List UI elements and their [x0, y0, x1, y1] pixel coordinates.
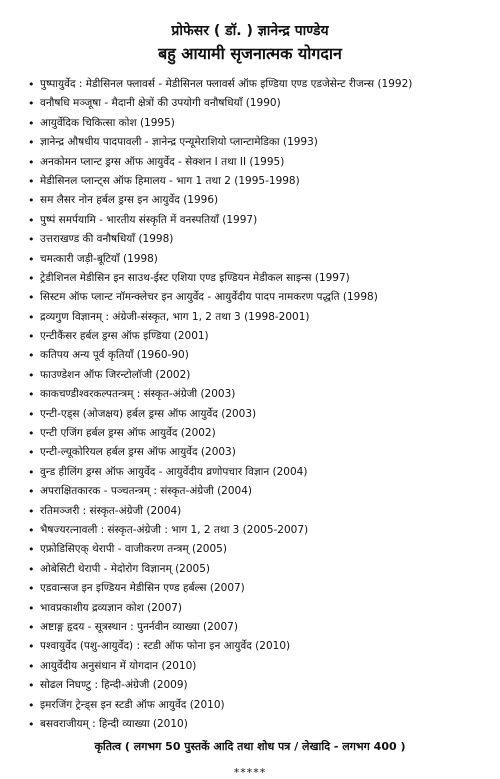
work-item: • अपराक्षितकारक - पञ्चतन्त्रम् : संस्कृत-अंग्रेजी (2004): [28, 482, 500, 501]
work-item: • ज्ञानेन्द्र औषधीय पादपावली - ज्ञानेन्द्र एन्यूमेराशियो प्लान्टामेडिका (1993): [28, 133, 500, 152]
work-item: • अष्टाङ्ग हृदय - सूत्रस्थान : पुनर्नवीन व्याख्या (2007): [28, 618, 500, 637]
work-item: • ओबेसिटी थेरापी - मेदोरोग विज्ञानम् (2005): [28, 560, 500, 579]
work-item: • वनौषधि मञ्जूषा - मैदानी क्षेत्रों की उपयोगी वनौषधियाँ (1990): [28, 94, 500, 113]
work-item: • कतिपय अन्य पूर्व कृतियाँ (1960-90): [28, 346, 500, 365]
page-title: बहु आयामी सृजनात्मक योगदान: [158, 44, 342, 63]
work-item: • एफ्रोडिसिएक् थेरापी - वाजीकरण तन्त्रम् (2005): [28, 540, 500, 559]
work-item: • चमत्कारी जड़ी-बूटियाँ (1998): [28, 250, 500, 269]
work-item: • पुष्पं समर्पयामि - भारतीय संस्कृति में वनस्पतियाँ (1997): [28, 211, 500, 230]
end-stars: *****: [233, 766, 267, 779]
work-item: • मेडीसिनल प्लान्ट्स ऑफ हिमालय - भाग 1 तथा 2 (1995-1998): [28, 172, 500, 191]
work-item: • उत्तराखण्ड की वनौषधियाँ (1998): [28, 230, 500, 249]
work-item: • इमरजिंग ट्रेन्ड्स इन स्टडी ऑफ आयुर्वेद (2010): [28, 696, 500, 715]
work-item: • आयुर्वेदिक चिकित्सा कोश (1995): [28, 114, 500, 133]
work-item: • काकचण्डीश्वरकल्पतन्त्रम् : संस्कृत-अंग्रेजी (2003): [28, 385, 500, 404]
work-item: • अनकोमन प्लान्ट ड्रग्स ऑफ आयुर्वेद - सेक्शन I तथा II (1995): [28, 153, 500, 172]
work-item: • एन्टी-एड्स (ओजक्षय) हर्बल ड्रग्स ऑफ आयुर्वेद (2003): [28, 405, 500, 424]
work-item: • आयुर्वेदीय अनुसंधान में योगदान (2010): [28, 657, 500, 676]
work-item: • पश्वायुर्वेद (पशु-आयुर्वेद) : स्टडी ऑफ फोना इन आयुर्वेद (2010): [28, 637, 500, 656]
work-item: • एन्टीकैंसर हर्बल ड्रग्स ऑफ इण्डिया (2001): [28, 327, 500, 346]
work-item: • द्रव्यगुण विज्ञानम् : अंग्रेजी-संस्कृत, भाग 1, 2 तथा 3 (1998-2001): [28, 308, 500, 327]
header: [0, 0, 500, 65]
author-name: प्रोफेसर ( डॉ. ) ज्ञानेन्द्र पाण्डेय: [171, 23, 329, 39]
work-item: • एन्टी-ल्यूकोरियल हर्बल ड्रग्स ऑफ आयुर्वेद (2003): [28, 443, 500, 462]
work-item: • बसवराजीयम् : हिन्दी व्याख्या (2010): [28, 715, 500, 734]
works-list: [0, 75, 500, 734]
work-item: • एन्टी एजिंग हर्बल ड्रग्स ऑफ आयुर्वेद (2002): [28, 424, 500, 443]
work-item: • भावप्रकाशीय द्रव्यज्ञान कोश (2007): [28, 599, 500, 618]
work-item: • वुन्ड हीलिंग ड्रग्स ऑफ आयुर्वेद - आयुर्वेदीय व्रणोपचार विज्ञान (2004): [28, 463, 500, 482]
work-item: • ट्रेडीशिनल मेडीसिन इन साउथ-ईस्ट एशिया एण्ड इण्डियन मेडीकल साइन्स (1997): [28, 269, 500, 288]
work-item: • सिस्टम ऑफ प्लान्ट नॉमन्क्लेचर इन आयुर्वेद - आयुर्वेदीय पादप नामकरण पद्धति (1998): [28, 288, 500, 307]
work-item: • भैषज्यरत्नावली : संस्कृत-अंग्रेजी : भाग 1, 2 तथा 3 (2005-2007): [28, 521, 500, 540]
work-item: • एडवान्सज इन इण्डियन मेडीसिन एण्ड हर्बल्स (2007): [28, 579, 500, 598]
work-item: • सोढल निघण्टु : हिन्दी-अंग्रेजी (2009): [28, 676, 500, 695]
work-item: • सम लैसर नोन हर्बल ड्रग्स इन आयुर्वेद (1996): [28, 191, 500, 210]
summary-line: कृतित्व ( लगभग 50 पुस्तकें आदि तथा शोध पत्र / लेखादि - लगभग 400 ): [94, 740, 406, 754]
work-item: • फाउण्डेशन ऑफ जिरन्टोलॉजी (2002): [28, 366, 500, 385]
work-item: • रतिमञ्जरी : संस्कृत-अंग्रेजी (2004): [28, 502, 500, 521]
work-item: • पुष्पायुर्वेद : मेडीसिनल फ्लावर्स - मेडीसिनल फ्लावर्स ऑफ इण्डिया एण्ड एडजेसेन्ट रीजन्स (1992): [28, 75, 500, 94]
